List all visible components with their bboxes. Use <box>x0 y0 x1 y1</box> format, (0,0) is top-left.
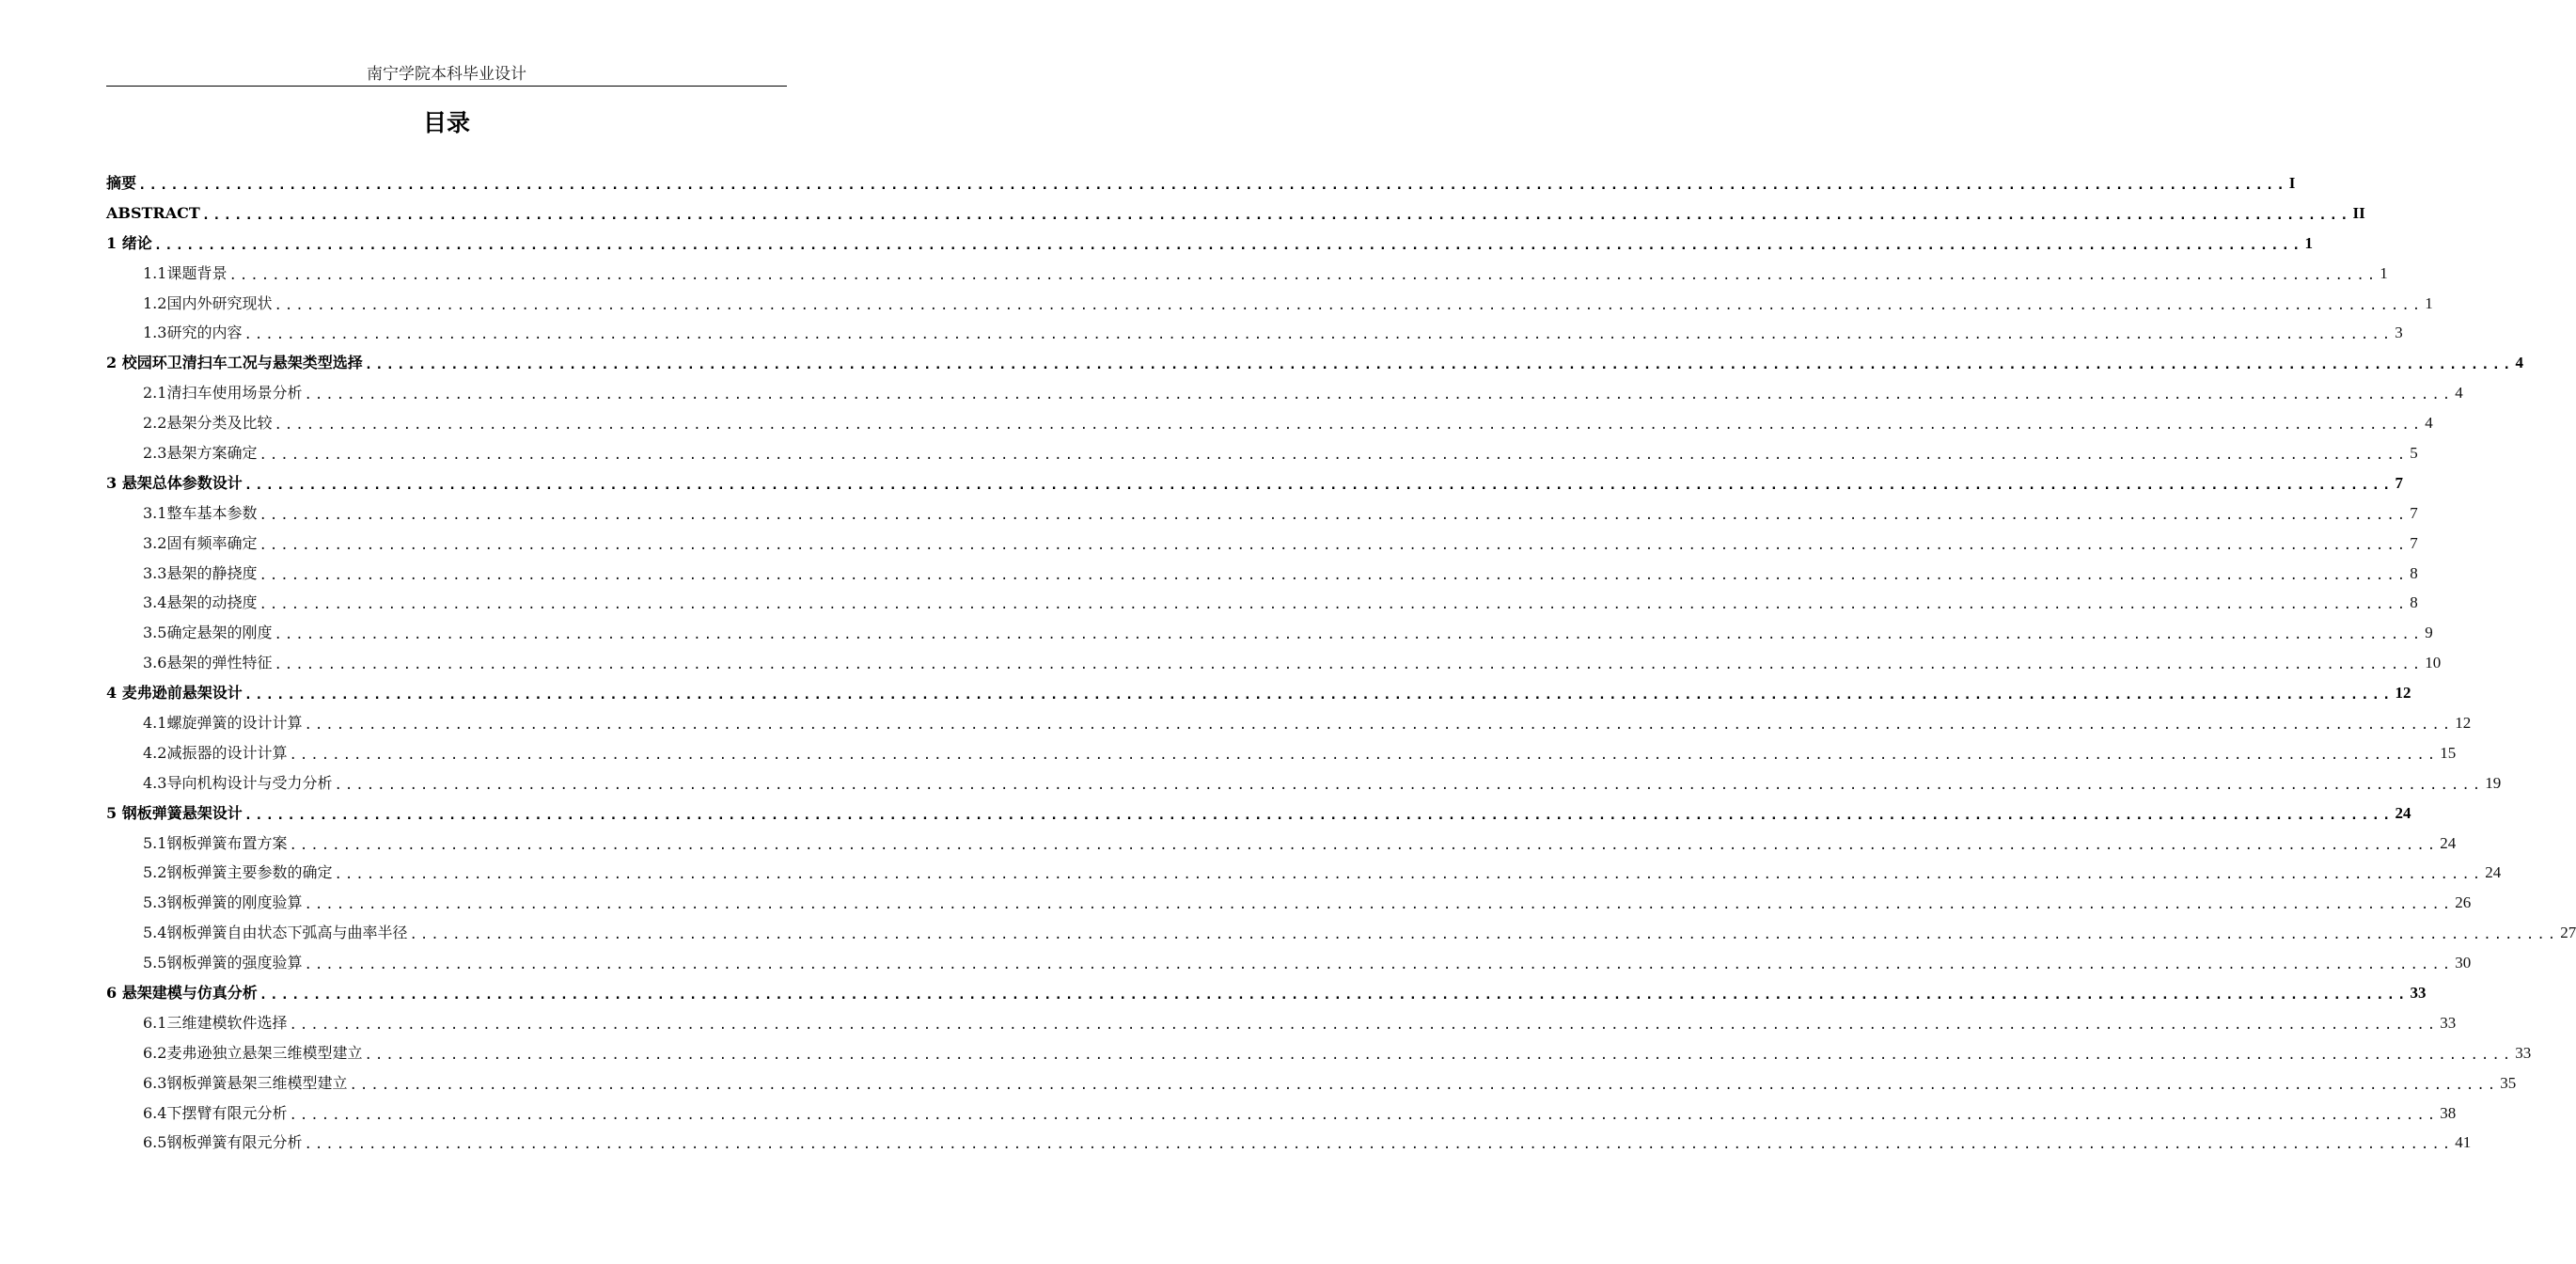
table-of-contents <box>106 168 2576 1158</box>
toc-entry-label: 摘要 <box>106 173 137 192</box>
toc-entry-section[interactable] <box>106 559 2418 589</box>
toc-entry-section[interactable] <box>106 768 2502 798</box>
toc-entry-section[interactable] <box>106 1129 2472 1159</box>
toc-entry-label: 4.2减振器的设计计算 <box>143 743 288 762</box>
toc-entry-label: 3.2固有频率确定 <box>143 533 258 552</box>
toc-entry-label: 6.2麦弗逊独立悬架三维模型建立 <box>143 1043 363 1062</box>
toc-entry-label: 5 钢板弹簧悬架设计 <box>106 803 243 822</box>
toc-entry-label: 4.3导向机构设计与受力分析 <box>143 773 333 792</box>
toc-entry-section[interactable] <box>106 738 2457 768</box>
toc-leader-dots: ........................................................................................................................................................................................................ <box>349 1077 2499 1093</box>
toc-entry-section[interactable] <box>106 948 2472 978</box>
toc-leader-dots: ........................................................................................................................................................................................................ <box>243 807 2394 823</box>
toc-leader-dots: ........................................................................................................................................................................................................ <box>243 477 2394 493</box>
toc-entry-section[interactable] <box>106 408 2433 438</box>
toc-entry-chapter[interactable] <box>106 798 2411 829</box>
toc-entry-label: 6 悬架建模与仿真分析 <box>106 983 258 1002</box>
toc-leader-dots: ........................................................................................................................................................................................................ <box>289 1017 2439 1033</box>
toc-entry-page-number: 1 <box>2425 293 2433 312</box>
toc-entry-label: 3.6悬架的弹性特征 <box>143 654 273 672</box>
toc-leader-dots: ........................................................................................................................................................................................................ <box>364 357 2514 373</box>
toc-entry-section[interactable] <box>106 1038 2532 1068</box>
toc-entry-page-number: II <box>2352 203 2365 222</box>
toc-entry-page-number: 27 <box>2560 924 2576 942</box>
toc-entry-section[interactable] <box>106 1008 2457 1038</box>
toc-entry-label: 3.4悬架的动挠度 <box>143 593 258 612</box>
toc-leader-dots: ........................................................................................................................................................................................................ <box>259 567 2409 583</box>
toc-entry-label: 2 校园环卫清扫车工况与悬架类型选择 <box>106 354 363 372</box>
toc-entry-page-number: 8 <box>2410 563 2418 582</box>
toc-entry-page-number: 12 <box>2395 684 2411 703</box>
toc-entry-page-number: 35 <box>2500 1073 2517 1092</box>
toc-entry-chapter[interactable] <box>106 229 2313 259</box>
toc-entry-page-number: 24 <box>2485 863 2502 882</box>
toc-entry-label: 4 麦弗逊前悬架设计 <box>106 684 243 703</box>
toc-entry-page-number: 38 <box>2440 1103 2457 1122</box>
toc-entry-chapter[interactable] <box>106 978 2427 1008</box>
toc-entry-section[interactable] <box>106 1068 2517 1098</box>
header-rule <box>106 86 787 87</box>
toc-leader-dots: ........................................................................................................................................................................................................ <box>304 717 2454 733</box>
toc-entry-label: 5.2钢板弹簧主要参数的确定 <box>143 863 333 882</box>
toc-entry-section[interactable] <box>106 318 2403 348</box>
toc-entry-label: 5.3钢板弹簧的刚度验算 <box>143 893 303 912</box>
toc-entry-page-number: 9 <box>2425 624 2433 642</box>
toc-entry-section[interactable] <box>106 378 2463 408</box>
toc-entry-section[interactable] <box>106 259 2388 289</box>
toc-leader-dots: ........................................................................................................................................................................................................ <box>201 207 2351 223</box>
toc-entry-label: 3.1整车基本参数 <box>143 503 258 522</box>
toc-leader-dots: ........................................................................................................................................................................................................ <box>228 267 2379 283</box>
toc-entry-label: 2.2悬架分类及比较 <box>143 414 273 433</box>
toc-leader-dots: ........................................................................................................................................................................................................ <box>259 597 2409 613</box>
toc-leader-dots: ........................................................................................................................................................................................................ <box>304 957 2454 973</box>
running-header: 南宁学院本科毕业设计 <box>367 65 526 84</box>
toc-entry-chapter[interactable] <box>106 348 2523 378</box>
toc-entry-label: 1.3研究的内容 <box>143 324 243 342</box>
toc-entry-page-number: 24 <box>2395 803 2411 822</box>
toc-entry-section[interactable] <box>106 588 2418 618</box>
toc-entry-section[interactable] <box>106 1098 2457 1129</box>
toc-leader-dots: ........................................................................................................................................................................................................ <box>153 237 2303 253</box>
toc-entry-page-number: 41 <box>2455 1133 2472 1152</box>
toc-leader-dots: ........................................................................................................................................................................................................ <box>289 747 2439 763</box>
toc-entry-section[interactable] <box>106 918 2576 948</box>
toc-entry-label: 6.4下摆臂有限元分析 <box>143 1103 288 1122</box>
toc-entry-page-number: 26 <box>2455 893 2472 912</box>
toc-entry-page-number: I <box>2288 173 2296 192</box>
toc-leader-dots: ........................................................................................................................................................................................................ <box>259 987 2409 1003</box>
toc-entry-chapter[interactable] <box>106 198 2365 229</box>
toc-entry-label: 3.5确定悬架的刚度 <box>143 624 273 642</box>
toc-leader-dots: ........................................................................................................................................................................................................ <box>274 297 2424 313</box>
toc-entry-page-number: 33 <box>2410 983 2427 1002</box>
toc-entry-label: 4.1螺旋弹簧的设计计算 <box>143 713 303 732</box>
toc-leader-dots: ........................................................................................................................................................................................................ <box>259 507 2409 523</box>
toc-leader-dots: ........................................................................................................................................................................................................ <box>334 777 2484 793</box>
toc-entry-label: 6.1三维建模软件选择 <box>143 1013 288 1032</box>
toc-entry-page-number: 1 <box>2380 263 2388 282</box>
toc-leader-dots: ........................................................................................................................................................................................................ <box>304 1137 2454 1153</box>
toc-entry-section[interactable] <box>106 529 2418 559</box>
toc-leader-dots: ........................................................................................................................................................................................................ <box>409 927 2559 943</box>
toc-entry-section[interactable] <box>106 858 2502 888</box>
toc-leader-dots: ........................................................................................................................................................................................................ <box>243 687 2394 703</box>
toc-entry-label: 5.1钢板弹簧布置方案 <box>143 833 288 852</box>
toc-leader-dots: ........................................................................................................................................................................................................ <box>304 387 2454 403</box>
toc-leader-dots: ........................................................................................................................................................................................................ <box>364 1047 2514 1063</box>
toc-leader-dots: ........................................................................................................................................................................................................ <box>274 657 2424 673</box>
toc-entry-section[interactable] <box>106 498 2418 529</box>
toc-entry-chapter[interactable] <box>106 168 2296 198</box>
toc-entry-page-number: 33 <box>2440 1013 2457 1032</box>
toc-entry-label: 6.3钢板弹簧悬架三维模型建立 <box>143 1073 348 1092</box>
toc-entry-chapter[interactable] <box>106 678 2411 708</box>
toc-entry-label: 2.3悬架方案确定 <box>143 443 258 462</box>
toc-entry-label: 1 绪论 <box>106 233 152 252</box>
toc-entry-label: ABSTRACT <box>106 203 200 222</box>
toc-entry-page-number: 4 <box>2455 384 2463 403</box>
toc-entry-page-number: 33 <box>2515 1043 2532 1062</box>
toc-entry-label: 2.1清扫车使用场景分析 <box>143 384 303 403</box>
toc-entry-page-number: 10 <box>2425 654 2442 672</box>
toc-leader-dots: ........................................................................................................................................................................................................ <box>289 837 2439 853</box>
toc-entry-label: 1.1课题背景 <box>143 263 228 282</box>
toc-entry-page-number: 8 <box>2410 593 2418 612</box>
toc-entry-label: 3.3悬架的静挠度 <box>143 563 258 582</box>
toc-entry-label: 3 悬架总体参数设计 <box>106 473 243 492</box>
toc-entry-page-number: 3 <box>2395 324 2403 342</box>
toc-leader-dots: ........................................................................................................................................................................................................ <box>334 867 2484 883</box>
toc-entry-section[interactable] <box>106 888 2472 918</box>
toc-entry-section[interactable] <box>106 708 2472 738</box>
toc-entry-section[interactable] <box>106 618 2433 648</box>
toc-leader-dots: ........................................................................................................................................................................................................ <box>243 327 2394 343</box>
page-title: 目录 <box>422 109 470 136</box>
toc-entry-page-number: 15 <box>2440 743 2457 762</box>
toc-entry-page-number: 4 <box>2515 354 2523 372</box>
toc-entry-page-number: 19 <box>2485 773 2502 792</box>
toc-entry-chapter[interactable] <box>106 468 2403 498</box>
toc-leader-dots: ........................................................................................................................................................................................................ <box>259 447 2409 463</box>
toc-entry-page-number: 4 <box>2425 414 2433 433</box>
toc-entry-page-number: 7 <box>2410 503 2418 522</box>
toc-leader-dots: ........................................................................................................................................................................................................ <box>138 177 2287 193</box>
toc-entry-page-number: 1 <box>2304 233 2313 252</box>
toc-entry-section[interactable] <box>106 289 2433 319</box>
toc-entry-page-number: 30 <box>2455 954 2472 972</box>
toc-leader-dots: ........................................................................................................................................................................................................ <box>304 897 2454 913</box>
toc-entry-label: 5.4钢板弹簧自由状态下弧高与曲率半径 <box>143 924 408 942</box>
toc-entry-section[interactable] <box>106 438 2418 468</box>
toc-leader-dots: ........................................................................................................................................................................................................ <box>259 537 2409 553</box>
toc-entry-section[interactable] <box>106 648 2442 678</box>
toc-entry-page-number: 7 <box>2410 533 2418 552</box>
toc-leader-dots: ........................................................................................................................................................................................................ <box>289 1107 2439 1123</box>
toc-leader-dots: ........................................................................................................................................................................................................ <box>274 627 2424 643</box>
toc-entry-section[interactable] <box>106 829 2457 859</box>
toc-entry-label: 5.5钢板弹簧的强度验算 <box>143 954 303 972</box>
toc-entry-page-number: 7 <box>2395 473 2403 492</box>
toc-entry-page-number: 24 <box>2440 833 2457 852</box>
toc-leader-dots: ........................................................................................................................................................................................................ <box>274 418 2424 434</box>
toc-entry-page-number: 5 <box>2410 443 2418 462</box>
toc-entry-page-number: 12 <box>2455 713 2472 732</box>
toc-entry-label: 6.5钢板弹簧有限元分析 <box>143 1133 303 1152</box>
toc-entry-label: 1.2国内外研究现状 <box>143 293 273 312</box>
